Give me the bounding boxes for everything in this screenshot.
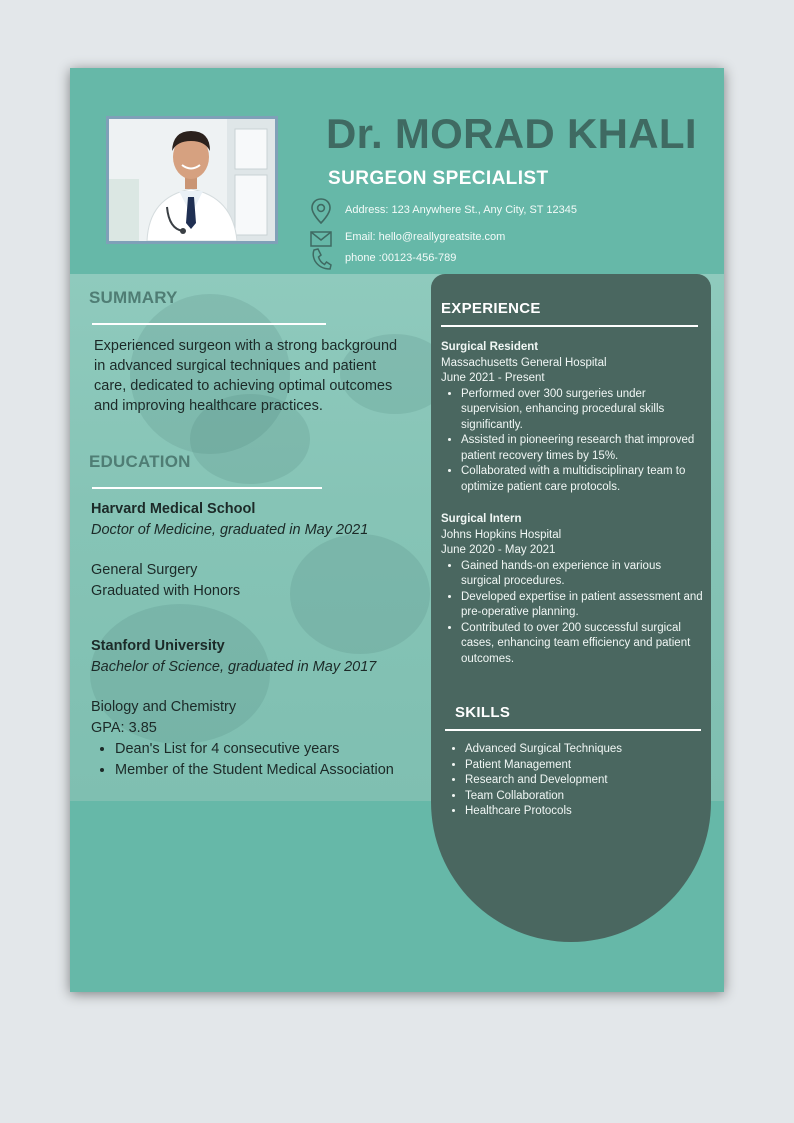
list-item: • Gained hands-on experience in various surgical procedures. <box>461 559 703 590</box>
skill-item: • Patient Management <box>465 758 705 774</box>
list-item: • Collaborated with a multidisciplinary team to optimize patient care protocols. <box>461 464 703 495</box>
email-text: Email: hello@reallygreatsite.com <box>345 231 506 243</box>
education-entry <box>91 636 431 781</box>
date-range: June 2020 - May 2021 <box>441 544 556 556</box>
summary-heading: SUMMARY <box>89 288 178 307</box>
degree: Doctor of Medicine, graduated in May 2021 <box>91 522 369 538</box>
skills-divider <box>445 729 701 731</box>
skill-item: • Team Collaboration <box>465 789 705 805</box>
school-name: Harvard Medical School <box>91 501 256 517</box>
list-item: • Performed over 300 surgeries under supervision, enhancing procedural skills significantly. <box>461 387 703 434</box>
education-note: GPA: 3.85 <box>91 720 157 736</box>
position-title: Surgical Resident <box>441 341 539 353</box>
field-of-study: General Surgery <box>91 562 198 578</box>
education-divider <box>92 487 322 489</box>
experience-heading: EXPERIENCE <box>441 300 541 317</box>
degree: Bachelor of Science, graduated in May 2017 <box>91 659 377 675</box>
list-item: • Assisted in pioneering research that improved patient recovery times by 15%. <box>461 433 703 464</box>
resume-page <box>70 68 724 992</box>
employer: Johns Hopkins Hospital <box>441 528 562 541</box>
candidate-name: Dr. MORAD KHALI <box>326 110 697 157</box>
skill-item: • Advanced Surgical Techniques <box>465 742 705 758</box>
experience-panel <box>431 274 711 942</box>
responsibilities <box>441 559 703 668</box>
location-pin-icon <box>310 198 332 224</box>
education-achievements <box>91 739 431 781</box>
skills-heading: SKILLS <box>455 704 511 721</box>
list-item: • Developed expertise in patient assessment and pre-operative planning. <box>461 590 703 621</box>
skill-item: • Research and Development <box>465 773 705 789</box>
profile-photo <box>106 116 278 244</box>
list-item: • Dean's List for 4 consecutive years <box>115 739 431 760</box>
education-note: Graduated with Honors <box>91 583 241 599</box>
experience-divider <box>441 325 698 327</box>
skill-item: • Healthcare Protocols <box>465 804 705 820</box>
address-text: Address: 123 Anywhere St., Any City, ST 12345 <box>345 204 577 216</box>
employer: Massachusetts General Hospital <box>441 356 607 369</box>
school-name: Stanford University <box>91 638 225 654</box>
phone-text: phone :00123-456-789 <box>345 252 457 264</box>
education-heading: EDUCATION <box>89 452 191 471</box>
date-range: June 2021 - Present <box>441 372 545 384</box>
field-of-study: Biology and Chemistry <box>91 699 237 715</box>
summary-text: Experienced surgeon with a strong background in advanced surgical techniques and patient care, dedicated to achieving optimal outcomes and improving healthcare practices. <box>94 338 398 414</box>
responsibilities <box>441 387 703 496</box>
list-item: • Member of the Student Medical Association <box>115 760 431 781</box>
phone-icon <box>310 246 332 272</box>
list-item: • Contributed to over 200 successful surgical cases, enhancing team efficiency and patient outcomes. <box>461 621 703 668</box>
experience-entry <box>441 512 703 667</box>
experience-entry <box>441 340 703 495</box>
job-title: SURGEON SPECIALIST <box>328 168 549 189</box>
education-entry <box>91 499 431 602</box>
skills-list <box>445 742 705 820</box>
summary-divider <box>92 323 326 325</box>
position-title: Surgical Intern <box>441 513 522 525</box>
skills-section <box>445 742 705 820</box>
